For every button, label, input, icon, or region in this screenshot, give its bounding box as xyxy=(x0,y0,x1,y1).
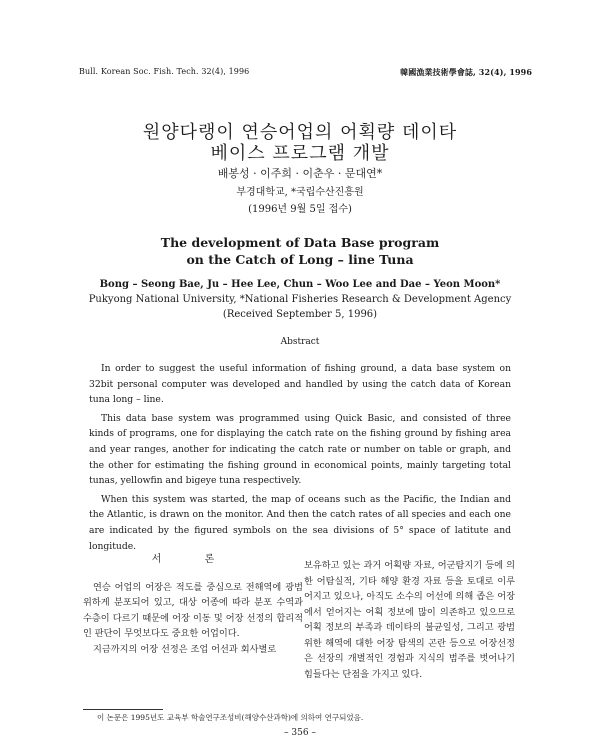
body-column-left xyxy=(83,552,303,657)
abstract-body xyxy=(89,361,511,557)
journal-header-korean: 韓國漁業技術學會誌, 32(4), 1996 xyxy=(400,67,532,77)
body-left-paragraph-2: 지금까지의 어장 선정은 조업 어선과 회사별로 xyxy=(93,643,277,655)
abstract-paragraph-2: This data base system was programmed using Quick Basic, and consisted of three kinds of programs, one for displaying the catch rate on the fishing ground by fishing area and year ranges, another for indicating the catch rate or number on table or graph, and the other for estimating the fishing ground in economical points, mainly targeting total tunas, yellowfin and bigeye tuna respectively. xyxy=(89,412,511,487)
footnote: 이 논문은 1995년도 교육부 학술연구조성비(해양수산과학)에 의하여 연구되었음. xyxy=(97,713,364,722)
english-received-date: (Received September 5, 1996) xyxy=(222,309,378,320)
section-title-introduction: 서 론 xyxy=(151,554,235,565)
footnote-rule xyxy=(83,709,163,710)
english-title-line1: The development of Data Base program xyxy=(160,235,440,250)
korean-affiliation: 부경대학교, *국립수산진흥원 xyxy=(236,187,364,198)
korean-title-line2: 베이스 프로그램 개발 xyxy=(210,143,390,164)
abstract-paragraph-1: In order to suggest the useful information of fishing ground, a data base system on 32bit personal computer was developed and handled by using the catch data of Korean tuna long – line. xyxy=(89,363,511,406)
english-title-line2: on the Catch of Long – line Tuna xyxy=(186,252,414,267)
english-affiliation: Pukyong National University, *National Fisheries Research & Development Agency xyxy=(88,294,512,305)
journal-header-english: Bull. Korean Soc. Fish. Tech. 32(4), 1996 xyxy=(79,67,250,76)
abstract-heading: Abstract xyxy=(280,337,320,347)
korean-received-date: (1996년 9월 5일 접수) xyxy=(248,204,352,215)
body-column-right xyxy=(304,558,515,682)
body-right-paragraph-1: 보유하고 있는 과거 어획량 자료, 어군탐지기 등에 의한 어탐실적, 기타 해양 환경 자료 등을 토대로 이루어지고 있으나, 아직도 소수의 어선에 의해 좁은 어장에서 얻어지는 어획 정보에 많이 의존하고 있으므로 어획 정보의 부족과 데이타의 불균일성, 그리고 광범위한 해역에 대한 어장 탐색의 곤란 등으로 어장선정은 선장의 개별적인 경험과 지식의 범주를 벗어나기 힘들다는 단점을 가지고 있다. xyxy=(304,560,515,680)
korean-title-line1: 원양다랭이 연승어업의 어획량 데이타 xyxy=(142,122,458,143)
page-number: – 356 – xyxy=(284,728,316,738)
korean-authors: 배봉성 · 이주희 · 이춘우 · 문대연* xyxy=(217,167,383,180)
abstract-paragraph-3: When this system was started, the map of oceans such as the Pacific, the Indian and the Atlantic, is drawn on the monitor. And then the catch rates of all species and each one are indicated by the figured symbols on the sea divisions of 5° space of latitute and longitude. xyxy=(89,493,511,552)
body-left-paragraph-1: 연승 어업의 어장은 적도를 중심으로 전해역에 광범위하게 분포되어 있고, 대상 어종에 따라 분포 수역과 수층이 다르기 때문에 어장 이동 및 어장 선정의 합리적인 판단이 무엇보다도 중요한 어업이다. xyxy=(83,581,303,639)
english-authors: Bong – Seong Bae, Ju – Hee Lee, Chun – Woo Lee and Dae – Yeon Moon* xyxy=(99,279,501,290)
